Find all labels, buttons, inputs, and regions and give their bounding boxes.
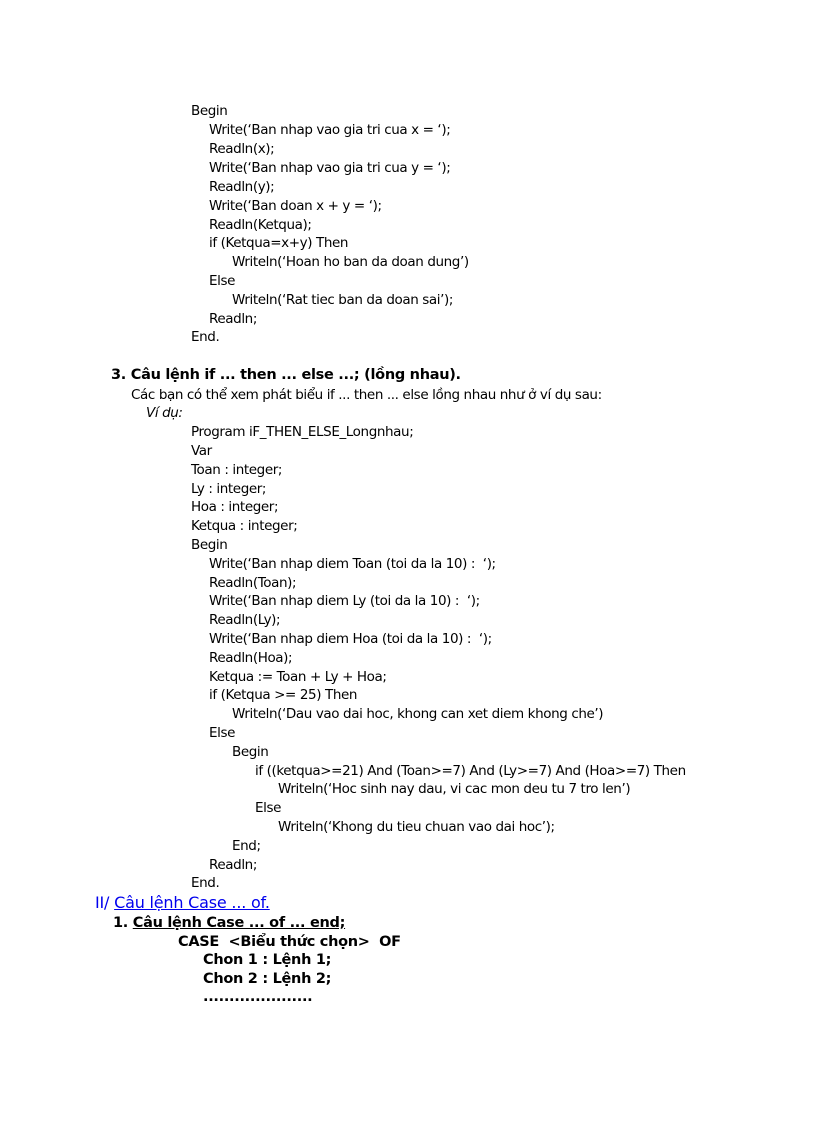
code-line: Write(‘Ban nhap vao gia tri cua y = ‘); <box>209 160 451 176</box>
code-line: Toan : integer; <box>191 462 283 478</box>
example-label: Ví dụ: <box>146 405 183 421</box>
code-line: if (Ketqua >= 25) Then <box>209 687 358 703</box>
code-line: Write(‘Ban doan x + y = ‘); <box>209 198 382 214</box>
code-line: Readln(Toan); <box>209 575 297 591</box>
code-line: Writeln(‘Hoc sinh nay dau, vi cac mon deu tu 7 tro len’) <box>278 781 631 797</box>
code-line: Ketqua := Toan + Ly + Hoa; <box>209 669 387 685</box>
code-line: End. <box>191 875 220 891</box>
code-line: Writeln(‘Dau vao dai hoc, khong can xet diem khong che’) <box>232 706 604 722</box>
code-line: if ((ketqua>=21) And (Toan>=7) And (Ly>=7) And (Hoa>=7) Then <box>255 763 686 779</box>
code-line: Begin <box>191 103 228 119</box>
code-line: Readln(x); <box>209 141 275 157</box>
code-line: if (Ketqua=x+y) Then <box>209 235 349 251</box>
case-syntax-line: CASE <Biểu thức chọn> OF <box>178 934 401 950</box>
case-ellipsis: ..................... <box>203 989 313 1005</box>
case-choice-2: Chon 2 : Lệnh 2; <box>203 971 332 987</box>
code-line: Var <box>191 443 212 459</box>
code-line: Write(‘Ban nhap diem Ly (toi da la 10) : ‘); <box>209 593 480 609</box>
code-line: Else <box>255 800 282 816</box>
subsection-heading-1 <box>113 914 345 933</box>
code-line: Else <box>209 273 236 289</box>
code-line: Readln(Hoa); <box>209 650 293 666</box>
section-link-case-of[interactable]: Câu lệnh Case ... of. <box>114 893 270 912</box>
code-line: Write(‘Ban nhap diem Hoa (toi da la 10) : ‘); <box>209 631 492 647</box>
section-number: II/ <box>95 893 115 912</box>
subsection-number: 1. <box>113 915 133 931</box>
code-line: Readln(y); <box>209 179 275 195</box>
code-line: Begin <box>191 537 228 553</box>
code-line: Write(‘Ban nhap vao gia tri cua x = ‘); <box>209 122 451 138</box>
code-line: End; <box>232 838 261 854</box>
code-line: Readln(Ly); <box>209 612 281 628</box>
code-line: Readln(Ketqua); <box>209 217 312 233</box>
case-choice-1: Chon 1 : Lệnh 1; <box>203 952 332 968</box>
code-line: Writeln(‘Rat tiec ban da doan sai’); <box>232 292 454 308</box>
code-line: Ly : integer; <box>191 481 267 497</box>
code-line: End. <box>191 329 220 345</box>
code-line: Writeln(‘Khong du tieu chuan vao dai hoc’); <box>278 819 555 835</box>
code-line: Begin <box>232 744 269 760</box>
intro-text: Các bạn có thể xem phát biểu if ... then ... else lồng nhau như ở ví dụ sau: <box>131 387 602 403</box>
code-line: Write(‘Ban nhap diem Toan (toi da la 10) : ‘); <box>209 556 496 572</box>
code-line: Else <box>209 725 236 741</box>
code-line: Ketqua : integer; <box>191 518 298 534</box>
code-line: Writeln(‘Hoan ho ban da doan dung’) <box>232 254 469 270</box>
code-line: Readln; <box>209 857 257 873</box>
code-line: Readln; <box>209 311 257 327</box>
code-line: Hoa : integer; <box>191 499 279 515</box>
section-heading-3: 3. Câu lệnh if ... then ... else ...; (lồng nhau). <box>111 367 461 383</box>
code-line: Program iF_THEN_ELSE_Longnhau; <box>191 424 414 440</box>
subsection-link-case-of-end[interactable]: Câu lệnh Case ... of ... end; <box>132 915 346 931</box>
section-heading-II <box>95 893 270 912</box>
